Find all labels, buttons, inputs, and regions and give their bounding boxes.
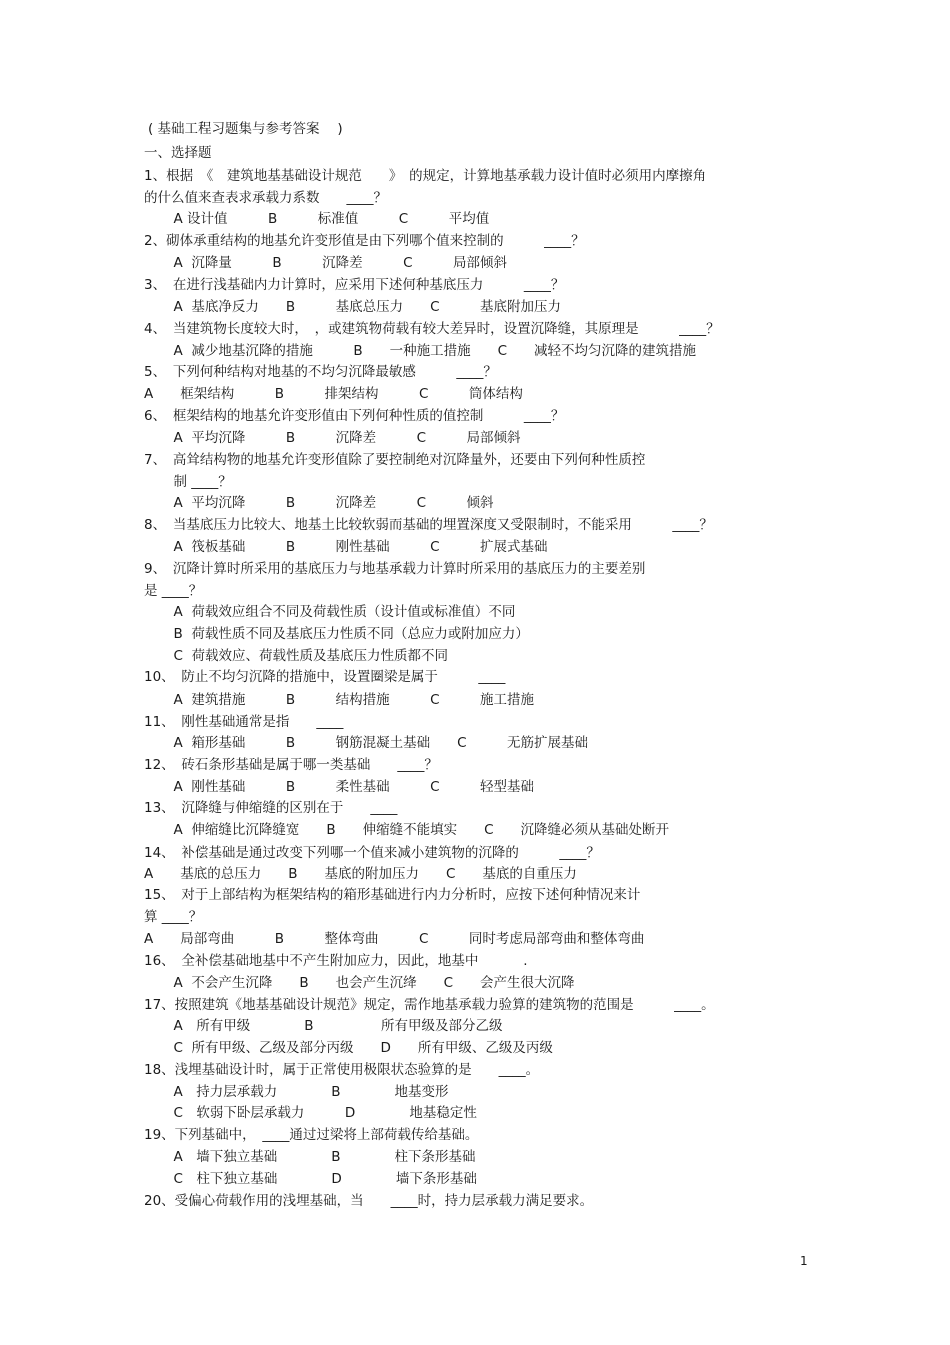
- text-line: A 基底的总压力 B 基底的附加压力 C 基底的自重压力: [144, 866, 577, 882]
- text-line: 16、 全补偿基础地基中不产生附加应力，因此，地基中 .: [144, 953, 528, 969]
- text-line: 6、 框架结构的地基允许变形值由下列何种性质的值控制 ____？: [144, 408, 565, 424]
- text-line: 8、 当基底压力比较大、地基土比较软弱而基础的埋置深度又受限制时，不能采用 ____？: [144, 517, 713, 533]
- text-line: 13、 沉降缝与伸缩缝的区别在于 ____: [144, 800, 398, 816]
- page-number: 1: [800, 1254, 808, 1268]
- text-line: A 减少地基沉降的措施 B 一种施工措施 C 减轻不均匀沉降的建筑措施: [160, 343, 697, 359]
- text-line: A 墙下独立基础 B 柱下条形基础: [160, 1149, 476, 1165]
- text-line: 2、砌体承重结构的地基允许变形值是由下列哪个值来控制的 ____？: [144, 233, 585, 249]
- text-line: A 筏板基础 B 刚性基础 C 扩展式基础: [160, 539, 548, 555]
- text-line: 18、浅埋基础设计时，属于正常使用极限状态验算的是 ____。: [144, 1062, 540, 1078]
- text-line: A 框架结构 B 排架结构 C 筒体结构: [144, 386, 523, 402]
- text-line: 一、选择题: [144, 145, 212, 161]
- text-line: 1、根据 《 建筑地基基础设计规范 》 的规定，计算地基承载力设计值时必须用内摩擦角: [144, 168, 707, 184]
- text-line: 11、 刚性基础通常是指 ____: [144, 714, 344, 730]
- text-line: 19、下列基础中， ____通过过梁将上部荷载传给基础。: [144, 1127, 479, 1143]
- text-line: 是 ____？: [144, 583, 203, 599]
- text-line: 10、 防止不均匀沉降的措施中，设置圈梁是属于 ____: [144, 669, 506, 685]
- text-line: 14、 补偿基础是通过改变下列哪一个值来减小建筑物的沉降的 ____？: [144, 845, 600, 861]
- text-line: 4、 当建筑物长度较大时， ，或建筑物荷载有较大差异时，设置沉降缝，其原理是 ____？: [144, 321, 720, 337]
- text-line: 15、 对于上部结构为框架结构的箱形基础进行内力分析时，应按下述何种情况来计: [144, 887, 641, 903]
- text-line: A 荷载效应组合不同及荷载性质（设计值或标准值）不同: [160, 604, 516, 620]
- text-line: 制 ____？: [160, 474, 232, 490]
- text-line: 20、受偏心荷载作用的浅埋基础，当 ____时，持力层承载力满足要求。: [144, 1193, 594, 1209]
- text-line: B 荷载性质不同及基底压力性质不同（总应力或附加应力）: [160, 626, 529, 642]
- text-line: 5、 下列何种结构对地基的不均匀沉降最敏感 ____？: [144, 364, 497, 380]
- text-line: C 所有甲级、乙级及部分丙级 D 所有甲级、乙级及丙级: [160, 1040, 553, 1056]
- text-line: A 所有甲级 B 所有甲级及部分乙级: [160, 1018, 503, 1034]
- text-line: A 设计值 B 标准值 C 平均值: [160, 211, 490, 227]
- text-line: A 局部弯曲 B 整体弯曲 C 同时考虑局部弯曲和整体弯曲: [144, 931, 645, 947]
- text-line: A 基底净反力 B 基底总压力 C 基底附加压力: [160, 299, 562, 315]
- text-line: 3、 在进行浅基础内力计算时，应采用下述何种基底压力 ____？: [144, 277, 565, 293]
- text-line: C 软弱下卧层承载力 D 地基稳定性: [160, 1105, 477, 1121]
- text-line: A 平均沉降 B 沉降差 C 局部倾斜: [160, 430, 521, 446]
- text-line: C 荷载效应、荷载性质及基底压力性质都不同: [160, 648, 449, 664]
- text-line: A 平均沉降 B 沉降差 C 倾斜: [160, 495, 494, 511]
- text-line: 12、 砖石条形基础是属于哪一类基础 ____？: [144, 757, 438, 773]
- text-line: A 沉降量 B 沉降差 C 局部倾斜: [160, 255, 508, 271]
- text-line: A 伸缩缝比沉降缝宽 B 伸缩缝不能填实 C 沉降缝必须从基础处断开: [160, 822, 670, 838]
- text-line: ( 基础工程习题集与参考答案 ): [148, 121, 343, 137]
- text-line: 9、 沉降计算时所采用的基底压力与地基承载力计算时所采用的基底压力的主要差别: [144, 561, 646, 577]
- text-line: A 箱形基础 B 钢筋混凝土基础 C 无筋扩展基础: [160, 735, 589, 751]
- text-line: A 建筑措施 B 结构措施 C 施工措施: [160, 692, 535, 708]
- text-line: 17、按照建筑《地基基础设计规范》规定，需作地基承载力验算的建筑物的范围是 ____。: [144, 997, 715, 1013]
- text-line: C 柱下独立基础 D 墙下条形基础: [160, 1171, 477, 1187]
- text-line: 7、 高耸结构物的地基允许变形值除了要控制绝对沉降量外，还要由下列何种性质控: [144, 452, 646, 468]
- text-line: 的什么值来查表求承载力系数 ____？: [144, 190, 387, 206]
- text-line: A 持力层承载力 B 地基变形: [160, 1084, 449, 1100]
- text-line: 算 ____？: [144, 909, 203, 925]
- text-line: A 不会产生沉降 B 也会产生沉绛 C 会产生很大沉降: [160, 975, 575, 991]
- text-line: A 刚性基础 B 柔性基础 C 轻型基础: [160, 779, 535, 795]
